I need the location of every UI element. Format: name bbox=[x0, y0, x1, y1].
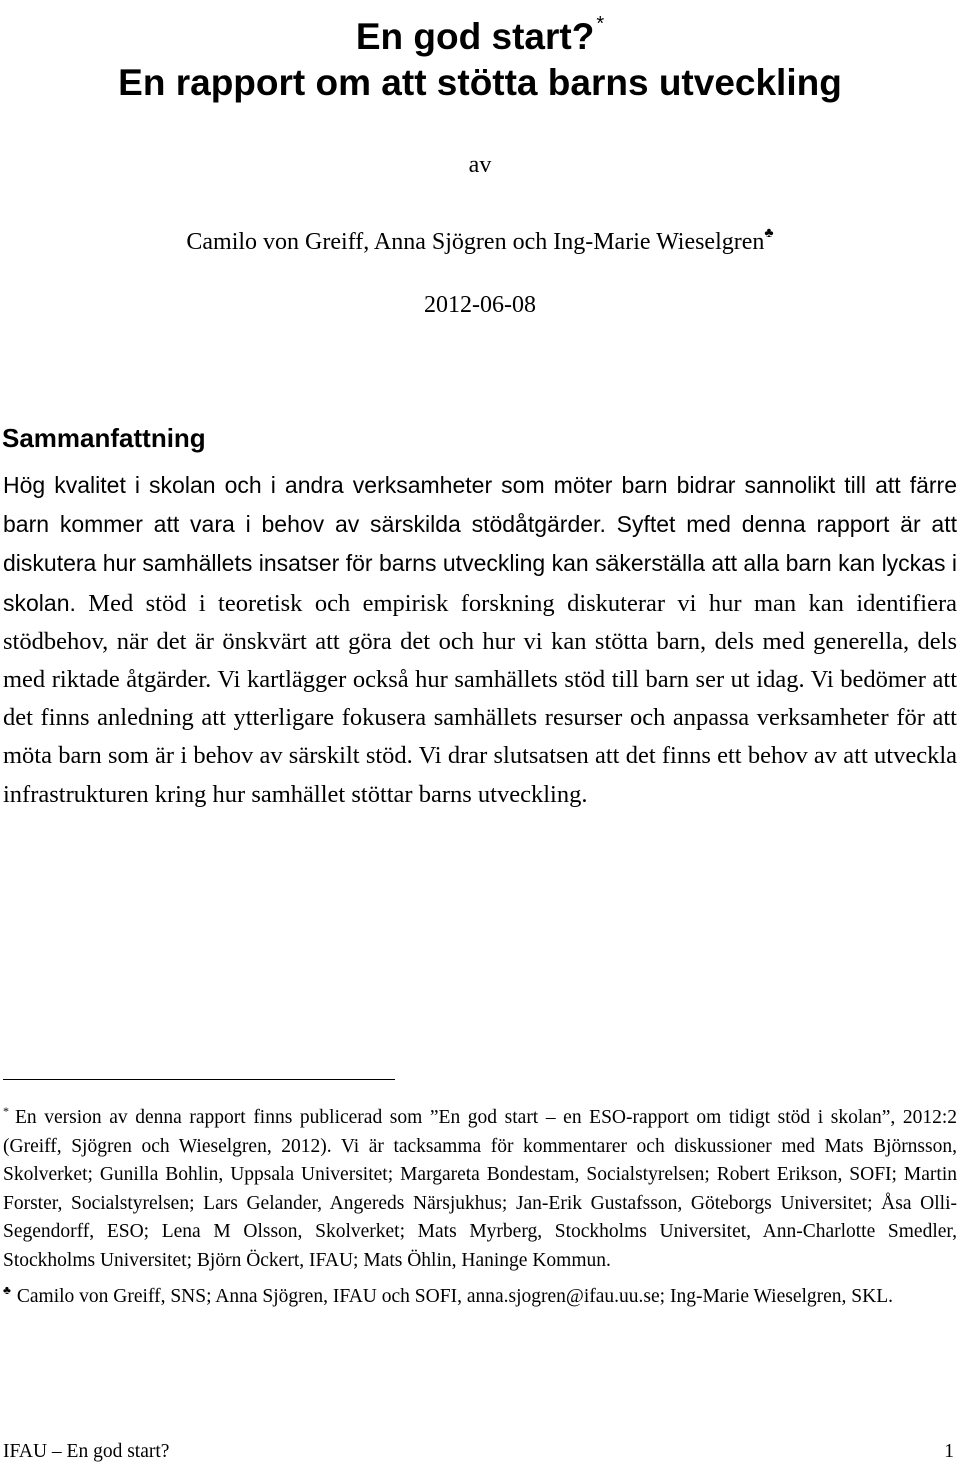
footnote-separator bbox=[3, 1079, 395, 1080]
title-text: En god start? bbox=[355, 16, 595, 57]
summary-paragraph bbox=[3, 466, 957, 814]
footnote-2-marker: ♣ bbox=[3, 1282, 11, 1297]
summary-text-part-1: Hög kvalitet i skolan och i andra verksamheter som möter barn bidrar sannolikt till att färre barn kommer att vara i behov av särskilda stödåtgärder. Syftet med denna rapport är att diskutera hur samhällets insatser för barns utveckling kan säkerställa att alla barn kan lyckas i skolan. bbox=[3, 472, 957, 616]
summary-heading: Sammanfattning bbox=[2, 423, 206, 453]
authors-line bbox=[0, 219, 960, 257]
footnote-2 bbox=[3, 1276, 957, 1312]
footnote-1-text: En version av denna rapport finns publicerad som ”En god start – en ESO-rapport om tidigt stöd i skolan”, 2012:2 (Greiff, Sjögren och Wieselgren, 2012). Vi är tacksamma för kommentarer och diskussioner med Mats Björnsson, Skolverket; Gunilla Bohlin, Uppsala Universitet; Margareta Bondestam, Socialstyrelsen; Robert Erikson, SOFI; Martin Forster, Socialstyrelsen; Lars Gelander, Angereds Närsjukhus; Jan-Erik Gustafsson, Göteborgs Universitet; Åsa Olli-Segendorff, ESO; Lena M Olsson, Skolverket; Mats Myrberg, Stockholms Universitet, Ann-Charlotte Smedler, Stockholms Universitet; Björn Öckert, IFAU; Mats Öhlin, Haninge Kommun. bbox=[3, 1107, 957, 1271]
footnote-2-text: Camilo von Greiff, SNS; Anna Sjögren, IFAU och SOFI, anna.sjogren@ifau.uu.se; Ing-Marie Wieselgren, SKL. bbox=[16, 1285, 894, 1307]
title-line-2: En rapport om att stötta barns utveckling bbox=[118, 62, 842, 103]
footnote-1-marker: * bbox=[3, 1104, 9, 1118]
page-number: 1 bbox=[944, 1441, 954, 1462]
summary-text-part-2: Med stöd i teoretisk och empirisk forskning diskuterar vi hur man kan identifiera stödbehov, när det är önskvärt att göra det och hur vi kan stötta barn, dels med generella, dels med riktade åtgärder. Vi kartlägger också hur samhällets stöd till barn ser ut idag. Vi bedömer att det finns anledning att ytterligare fokusera samhällets resurser och anpassa verksamheter för att möta barn som är i behov av särskilt stöd. Vi drar slutsatsen att det finns ett behov av att utveckla infrastrukturen kring hur samhället stöttar barns utveckling. bbox=[3, 589, 957, 808]
footer-running-title: IFAU – En god start? bbox=[3, 1441, 170, 1462]
footnotes bbox=[3, 1097, 957, 1311]
title-line-1 bbox=[0, 2, 960, 59]
footnote-1 bbox=[3, 1097, 957, 1276]
publication-date: 2012-06-08 bbox=[424, 292, 536, 318]
authors-footnote-marker: ♣ bbox=[764, 226, 774, 241]
title-footnote-marker: * bbox=[596, 13, 605, 35]
authors-text: Camilo von Greiff, Anna Sjögren och Ing-Marie Wieselgren bbox=[186, 229, 765, 255]
byline-label: av bbox=[468, 152, 492, 178]
